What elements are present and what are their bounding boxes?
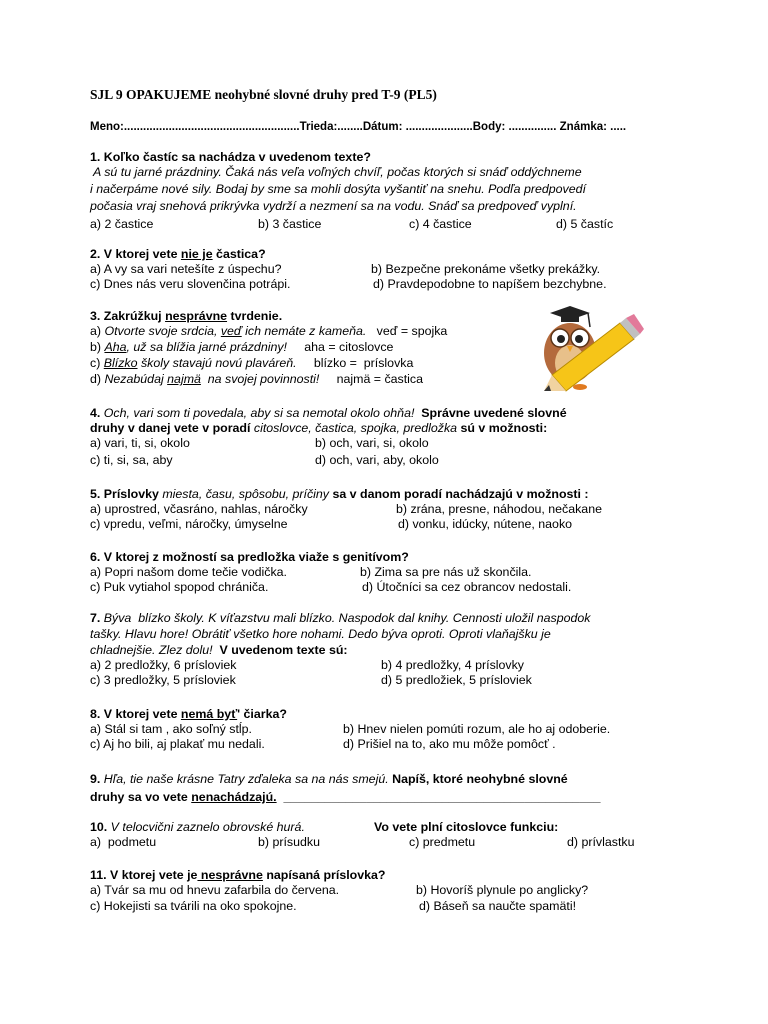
q8-option-a: a) Stál si tam , ako soľný stĺp. <box>90 722 252 736</box>
q3-option-b <box>90 340 393 355</box>
page-title: SJL 9 OPAKUJEME neohybné slovné druhy pred T-9 (PL5) <box>90 87 437 102</box>
q3-d-claim: najmä = častica <box>319 372 424 386</box>
q3-c-claim: blízko = príslovka <box>296 356 414 370</box>
q3-a-letter: a) <box>90 324 105 338</box>
q10-question: Vo vete plní citoslovce funkciu: <box>374 820 559 834</box>
q2-option-a: a) A vy sa vari netešíte z úspechu? <box>90 262 282 276</box>
question-4-line-2 <box>90 421 547 436</box>
q4-word-classes: citoslovce, častica, spojka, predložka <box>253 421 458 435</box>
q11-option-b: b) Hovoríš plynule po anglicky? <box>416 883 589 897</box>
q4-option-d: d) och, vari, aby, okolo <box>315 453 439 467</box>
q7-number: 7. <box>90 611 104 625</box>
q3-option-c <box>90 356 413 371</box>
q7-option-d: d) 5 predložiek, 5 prísloviek <box>381 673 532 687</box>
question-6: 6. V ktorej z možností sa predložka viaže s genitívom? <box>90 550 409 564</box>
q4-question-start: Správne uvedené slovné <box>414 406 567 420</box>
q11-option-d: d) Báseň sa naučte spamäti! <box>419 899 577 913</box>
q10-option-d: d) prívlastku <box>567 835 635 849</box>
question-3 <box>90 309 282 324</box>
q4-option-c: c) ti, si, sa, aby <box>90 453 173 467</box>
q5-option-a: a) uprostred, včasráno, nahlas, náročky <box>90 502 308 516</box>
q4-option-b: b) och, vari, si, okolo <box>315 436 429 450</box>
q6-option-c: c) Puk vytiahol spopod chrániča. <box>90 580 269 594</box>
q3-b-word: Aha <box>104 340 127 354</box>
q11-option-c: c) Hokejisti sa tvárili na oko spokojne. <box>90 899 297 913</box>
q7-text-line-2: tašky. Hlavu hore! Obrátiť všetko hore nohami. Dedo býva oproti. Oproti vlaňajšku je <box>90 627 551 641</box>
q3-d-word: najmä <box>167 372 201 386</box>
q1-option-d: d) 5 častíc <box>556 217 614 231</box>
question-10 <box>90 820 305 835</box>
q2-option-c: c) Dnes nás veru slovenčina potrápi. <box>90 277 291 291</box>
q9-underlined: nenachádzajú. <box>191 790 277 804</box>
q3-text-end: tvrdenie. <box>227 309 283 323</box>
q3-a-word: veď <box>220 324 242 338</box>
q3-option-a <box>90 324 447 339</box>
q6-option-b: b) Zima sa pre nás už skončila. <box>360 565 532 579</box>
q2-option-d: d) Pravdepodobne to napíšem bezchybne. <box>373 277 607 291</box>
q5-option-c: c) vpredu, veľmi, náročky, úmyselne <box>90 517 288 531</box>
q3-text: 3. Zakrúžkuj <box>90 309 166 323</box>
q3-a-sentence-end: ich nemáte z kameňa. <box>241 324 367 338</box>
q3-option-d <box>90 372 423 387</box>
q8-text: 8. V ktorej vete <box>90 707 181 721</box>
q4-option-a: a) vari, ti, si, okolo <box>90 436 190 450</box>
q3-a-sentence: Otvorte svoje srdcia, <box>104 324 221 338</box>
q7-option-c: c) 3 predložky, 5 prísloviek <box>90 673 236 687</box>
q1-option-b: b) 3 častice <box>258 217 322 231</box>
question-9-line-1 <box>90 772 568 787</box>
q3-a-claim: veď = spojka <box>366 324 448 338</box>
q2-text-end: častica? <box>212 247 266 261</box>
q9-sentence: Hľa, tie naše krásne Tatry zďaleka sa na nás smejú. <box>103 772 389 786</box>
question-9-line-2 <box>90 790 601 805</box>
q10-option-b: b) prísudku <box>258 835 320 849</box>
q3-c-word: Blízko <box>103 356 138 370</box>
q10-sentence: V telocvični zaznelo obrovské hurá. <box>110 820 305 834</box>
q10-number: 10. <box>90 820 111 834</box>
q8-option-b: b) Hnev nielen pomúti rozum, ale ho aj odoberie. <box>343 722 611 736</box>
q7-text-3: chladnejšie. Zlez dolu! <box>90 643 213 657</box>
question-4-line-1 <box>90 406 567 421</box>
q4-sentence: Och, vari som ti povedala, aby si sa nemotal okolo ohňa! <box>103 406 415 420</box>
q9-question-mid: druhy sa vo vete <box>90 790 192 804</box>
q9-question-start: Napíš, ktoré neohybné slovné <box>388 772 568 786</box>
question-7-line-3 <box>90 643 348 658</box>
q1-text-line-2: i načerpáme nové sily. Bodaj by sme sa mohli dosýta vyšantiť na snehu. Podľa predpovedí <box>90 182 586 196</box>
q5-categories: miesta, času, spôsobu, príčiny <box>162 487 329 501</box>
q11-text: 11. V ktorej vete je <box>90 868 198 882</box>
q4-question-mid: druhy v danej vete v poradí <box>90 421 254 435</box>
student-info-line: Meno:.......................................................Trieda:........Dátum: .....................Body: ............... Známka: ..... <box>90 121 627 133</box>
q7-option-b: b) 4 predložky, 4 príslovky <box>381 658 525 672</box>
q1-option-a: a) 2 častice <box>90 217 154 231</box>
q8-text-end: ' čiarka? <box>237 707 287 721</box>
question-2 <box>90 247 266 262</box>
question-7-line-1 <box>90 611 590 626</box>
question-8 <box>90 707 287 722</box>
q11-underlined: nesprávne <box>197 868 263 882</box>
question-11 <box>90 868 385 883</box>
q3-b-claim: aha = citoslovce <box>287 340 394 354</box>
q7-text-1: Býva blízko školy. K víťazstvu mali blízko. Naspodok dal knihy. Cennosti uložil naspodok <box>103 611 591 625</box>
q7-option-a: a) 2 predložky, 6 prísloviek <box>90 658 237 672</box>
q5-text-end: sa v danom poradí nachádzajú v možnosti : <box>329 487 589 501</box>
q2-text: 2. V ktorej vete <box>90 247 181 261</box>
q2-option-b: b) Bezpečne prekonáme všetky prekážky. <box>371 262 601 276</box>
question-1: 1. Koľko častíc sa nachádza v uvedenom texte? <box>90 150 371 164</box>
q8-option-c: c) Aj ho bili, aj plakať mu nedali. <box>90 737 265 751</box>
q8-option-d: d) Prišiel na to, ako mu môže pomôcť . <box>343 737 556 751</box>
owl-pencil-illustration <box>530 305 646 395</box>
q11-text-end: napísaná príslovka? <box>262 868 386 882</box>
q3-c-sentence: školy stavajú novú plaváreň. <box>137 356 297 370</box>
q9-answer-line[interactable]: ______________________________________________ <box>276 790 601 804</box>
q4-question-end: sú v možnosti: <box>457 421 548 435</box>
q3-d-sentence-end: na svojej povinnosti! <box>200 372 320 386</box>
q11-option-a: a) Tvár sa mu od hnevu zafarbila do červena. <box>90 883 340 897</box>
q6-option-a: a) Popri našom dome tečie vodička. <box>90 565 287 579</box>
q3-c-letter: c) <box>90 356 104 370</box>
question-5 <box>90 487 589 502</box>
q3-b-letter: b) <box>90 340 105 354</box>
q8-underlined: nemá byť <box>180 707 238 721</box>
q1-text-line-1: A sú tu jarné prázdniny. Čaká nás veľa voľných chvíľ, počas ktorých si snáď oddýchneme <box>90 165 582 179</box>
q1-text-line-3: počasia vraj snehová prikrývka vydrží a nezmení sa na vodu. Snáď sa predpoveď vyplní. <box>90 199 577 213</box>
q3-b-sentence: , už sa blížia jarné prázdniny! <box>126 340 287 354</box>
q3-d-sentence: Nezabúdaj <box>104 372 168 386</box>
q6-option-d: d) Útočníci sa cez obrancov nedostali. <box>362 580 572 594</box>
q7-question: V uvedenom texte sú: <box>212 643 348 657</box>
q4-number: 4. <box>90 406 104 420</box>
q5-option-b: b) zrána, presne, náhodou, nečakane <box>396 502 602 516</box>
q1-option-c: c) 4 častice <box>409 217 472 231</box>
q9-number: 9. <box>90 772 104 786</box>
q3-d-letter: d) <box>90 372 105 386</box>
q3-underlined: nesprávne <box>165 309 228 323</box>
q10-option-c: c) predmetu <box>409 835 476 849</box>
q5-option-d: d) vonku, idúcky, nútene, naoko <box>398 517 573 531</box>
q5-text: 5. Príslovky <box>90 487 163 501</box>
q2-underlined: nie je <box>180 247 213 261</box>
q10-option-a: a) podmetu <box>90 835 157 849</box>
